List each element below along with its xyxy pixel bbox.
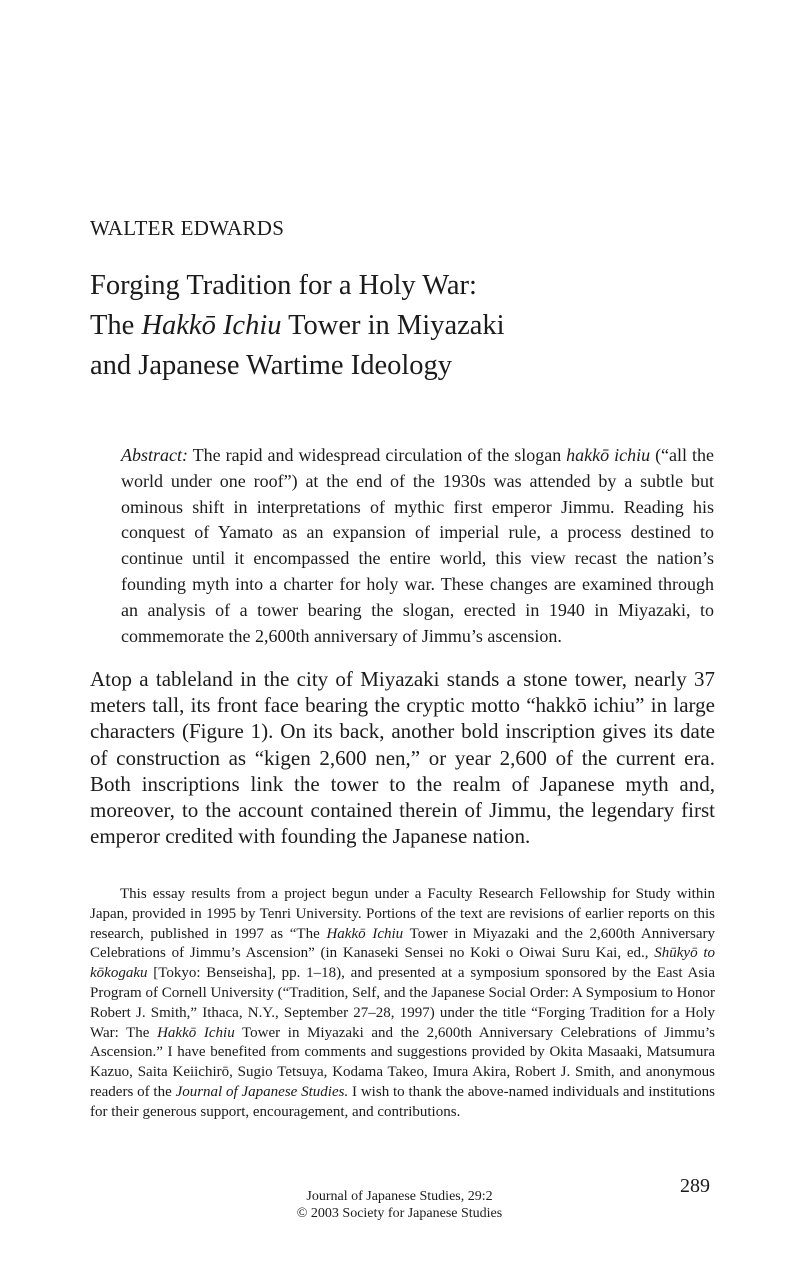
- abstract: [121, 443, 714, 649]
- footnote-text-5: I wish to thank the above-named individuals and institutions for their generous support, encouragement, and contributions.: [90, 1083, 715, 1120]
- footnote-emphasis-1: Hakkō Ichiu: [326, 925, 404, 942]
- footnote-emphasis-3: Hakkō Ichiu: [157, 1024, 235, 1041]
- footnote-emphasis-4: Journal of Japanese Studies.: [175, 1083, 349, 1100]
- body-paragraph: Atop a tableland in the city of Miyazaki stands a stone tower, nearly 37 meters tall, its front face bearing the cryptic motto “hakkō ichiu” in large characters (Figure 1). On its back, another bold inscription gives its date of construction as “kigen 2,600 nen,” or year 2,600 of the current era. Both inscriptions link the tower to the realm of Japanese myth and, moreover, to the account contained therein of Jimmu, the legendary first emperor credited with founding the Japanese nation.: [90, 667, 715, 849]
- journal-line-1: Journal of Japanese Studies, 29:2: [306, 1189, 493, 1204]
- journal-line-2: © 2003 Society for Japanese Studies: [296, 1206, 503, 1221]
- footnote-emphasis-2: Shūkyō to kōkogaku: [90, 945, 716, 982]
- footnote-text-4: Tower in Miyazaki and the 2,600th Anniversary Celebrations of Jimmu’s Ascension.” I have benefited from comments and suggestions provided by Okita Masaaki, Matsumura Kazuo, Saita Keiichirō, Sugio Tetsuya, Kodama Takeo, Imura Akira, Robert J. Smith, and anonymous readers of the: [90, 1024, 716, 1100]
- title-line-2-pre: The: [90, 310, 142, 341]
- footnote-text-2: Tower in Miyazaki and the 2,600th Anniversary Celebrations of Jimmu’s Ascension” (in Kanaseki Sensei no Koki o Oiwai Suru Kai, ed.,: [90, 925, 716, 962]
- title-line-1: Forging Tradition for a Holy War:: [90, 270, 477, 301]
- abstract-text-2: (“all the world under one roof”) at the end of the 1930s was attended by a subtle but ominous shift in interpretations of mythic first emperor Jimmu. Reading his conquest of Yamato as an expansion of imperial rule, a process destined to continue until it encompassed the entire world, this view recast the nation’s founding myth into a charter for holy war. These changes are examined through an analysis of a tower bearing the slogan, erected in 1940 in Miyazaki, to commemorate the 2,600th anniversary of Jimmu’s ascension.: [121, 445, 714, 646]
- footnote: [90, 885, 715, 1123]
- page-number: 289: [680, 1175, 710, 1197]
- abstract-emphasis: hakkō ichiu: [566, 445, 651, 465]
- article-title: [90, 266, 505, 386]
- journal-info: [0, 1188, 799, 1222]
- author-name: WALTER EDWARDS: [90, 216, 285, 240]
- title-line-2-post: Tower in Miyazaki: [281, 310, 505, 341]
- abstract-text-1: The rapid and widespread circulation of the slogan: [188, 445, 567, 465]
- title-line-3: and Japanese Wartime Ideology: [90, 350, 453, 381]
- abstract-label: Abstract:: [121, 445, 188, 465]
- title-line-2: [90, 306, 505, 346]
- footnote-text-3: [Tokyo: Benseisha], pp. 1–18), and presented at a symposium sponsored by the East Asia Program of Cornell University (“Tradition, Self, and the Japanese Social Order: A Symposium to Honor Robert J. Smith,” Ithaca, N.Y., September 27–28, 1997) under the title “Forging Tradition for a Holy War: The: [90, 965, 715, 1041]
- footnote-text-1: This essay results from a project begun under a Faculty Research Fellowship for Study within Japan, provided in 1995 by Tenri University. Portions of the text are revisions of earlier reports on this research, published in 1997 as “The: [90, 886, 715, 942]
- title-emphasis: Hakkō Ichiu: [141, 310, 282, 341]
